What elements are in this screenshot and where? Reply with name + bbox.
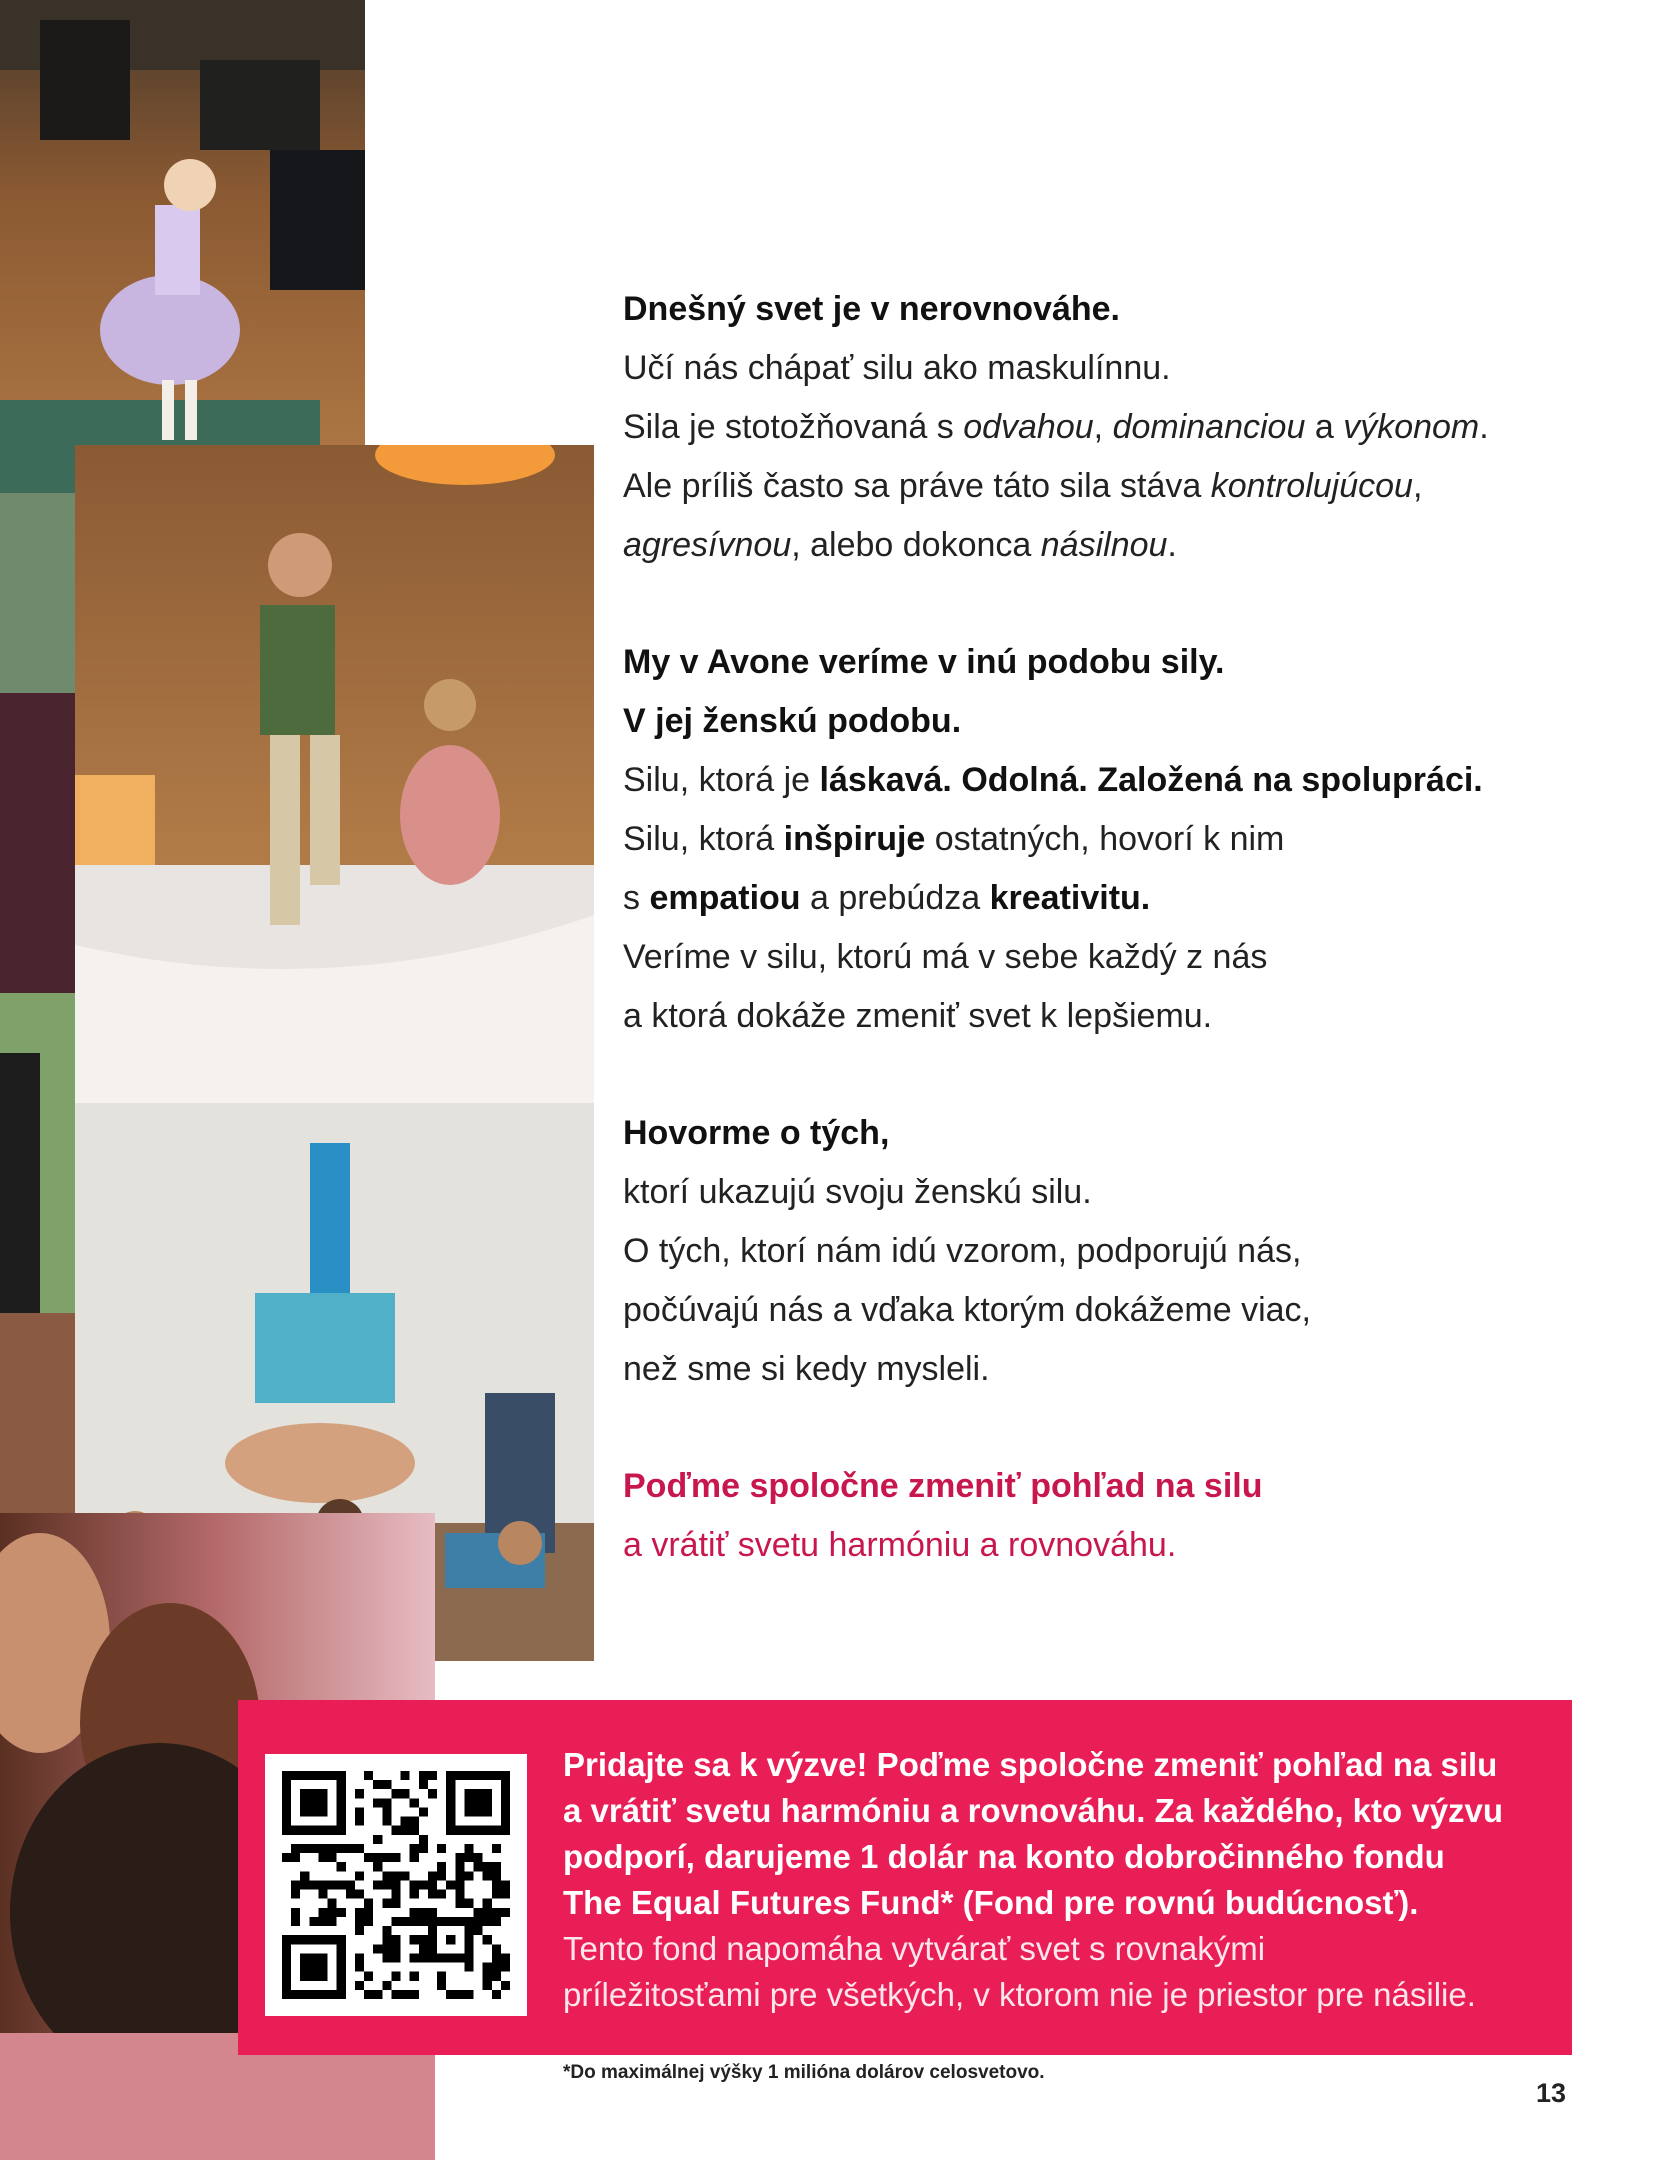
text-line [623,280,1623,339]
text-line [623,1457,1623,1516]
text-span: počúvajú nás a vďaka ktorým dokážeme viac, [623,1291,1312,1329]
text-span: láskavá. Odolná. Založená na spolupráci. [819,761,1483,799]
text-line [623,810,1623,869]
text-span: a prebúdza [800,879,990,917]
text-span: ostatných, hovorí k nim [925,820,1285,858]
text-line [623,633,1623,692]
text-span: kontrolujúcou [1210,467,1413,505]
text-span: Sila je stotožňovaná s [623,408,964,446]
text-span: , [1093,408,1113,446]
promo-line [563,1788,1553,1834]
text-span: Silu, ktorá [623,820,784,858]
text-span: a vrátiť svetu harmóniu a rovnováhu. Za každého, kto výzvu [563,1792,1504,1829]
text-span: a [1305,408,1344,446]
text-span: a ktorá dokáže zmeniť svet k lepšiemu. [623,997,1213,1035]
text-line [623,1104,1623,1163]
text-span: ktorí ukazujú svoju ženskú silu. [623,1173,1092,1211]
text-span: . [1167,526,1177,564]
paragraph-4 [623,1457,1623,1575]
text-span: dominanciou [1112,408,1306,446]
text-span: násilnou [1040,526,1168,564]
text-line [623,928,1623,987]
footnote: *Do maximálnej výšky 1 milióna dolárov celosvetovo. [563,2062,1045,2083]
text-span: podporí, darujeme 1 dolár na konto dobročinného fondu [563,1838,1445,1875]
text-span: Poďme spoločne zmeniť pohľad na silu [623,1467,1263,1505]
promo-box [238,1700,1572,2055]
text-span: O tých, ktorí nám idú vzorom, podporujú nás, [623,1232,1302,1270]
photo-father-daughter-bed [75,445,594,1103]
text-span: agresívnou [623,526,792,564]
text-line [623,457,1623,516]
text-span: Hovorme o tých, [623,1114,890,1152]
text-span: The Equal Futures Fund* (Fond pre rovnú budúcnosť). [563,1884,1419,1921]
text-line [623,339,1623,398]
text-line [623,692,1623,751]
text-span: , [1412,467,1423,505]
promo-line [563,1880,1553,1926]
qr-code[interactable] [265,1754,527,2016]
text-line [623,516,1623,575]
text-line [623,1222,1623,1281]
promo-text [563,1742,1553,2018]
text-span: kreativitu. [989,879,1151,917]
text-line [623,987,1623,1046]
promo-line [563,1972,1553,2018]
text-line [623,751,1623,810]
text-span: My v Avone veríme v inú podobu sily. [623,643,1225,681]
paragraph-1 [623,280,1623,575]
text-line [623,1340,1623,1399]
promo-line [563,1926,1553,1972]
text-span: Dnešný svet je v nerovnováhe. [623,290,1120,328]
text-span: Veríme v silu, ktorú má v sebe každý z nás [623,938,1268,976]
text-span: . [1479,408,1489,446]
photo-girl-ballet [0,0,365,493]
paragraph-3 [623,1104,1623,1399]
text-line [623,1516,1623,1575]
text-line [623,1163,1623,1222]
text-span: Pridajte sa k výzve! Poďme spoločne zmeniť pohľad na silu [563,1746,1498,1783]
text-line [623,1281,1623,1340]
paragraph-2 [623,633,1623,1046]
promo-line [563,1742,1553,1788]
text-span: výkonom [1343,408,1480,446]
text-span: s [623,879,650,917]
text-span: V jej ženskú podobu. [623,702,962,740]
text-span: , alebo dokonca [791,526,1041,564]
text-span: Silu, ktorá je [623,761,820,799]
promo-line [563,1834,1553,1880]
text-span: Ale príliš často sa práve táto sila stáva [623,467,1211,505]
text-line [623,869,1623,928]
text-span: empatiou [649,879,801,917]
text-span: než sme si kedy mysleli. [623,1350,990,1388]
text-span: Tento fond napomáha vytvárať svet s rovnakými [563,1930,1266,1967]
text-span: príležitosťami pre všetkých, v ktorom nie je priestor pre násilie. [563,1976,1476,2013]
text-span: Učí nás chápať silu ako maskulínnu. [623,349,1171,387]
page-number: 13 [1536,2078,1567,2108]
text-span: a vrátiť svetu harmóniu a rovnováhu. [623,1526,1177,1564]
text-line [623,398,1623,457]
text-span: odvahou [963,408,1094,446]
main-text [623,280,1623,1633]
text-span: inšpiruje [783,820,926,858]
